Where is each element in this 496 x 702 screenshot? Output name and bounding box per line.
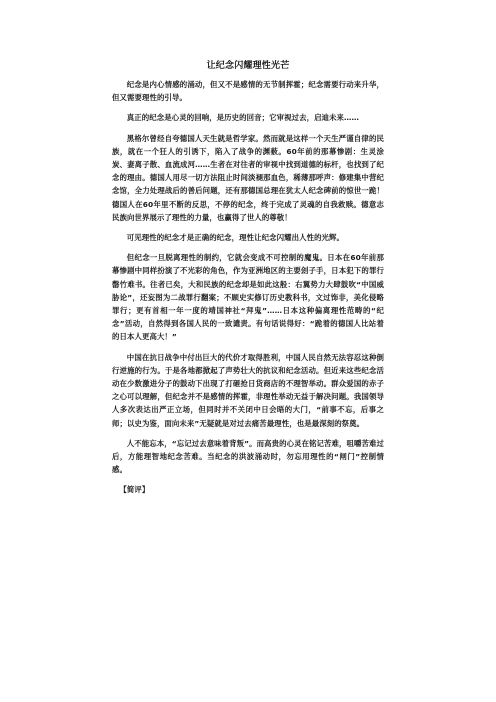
- paragraph-1: 纪念是内心情感的涌动，但又不是感情的无节制挥霍；纪念需要行动来升华，但又需要理性的引导。: [112, 80, 384, 103]
- paragraph-7: 人不能忘本，“忘记过去意味着背叛”。而高贵的心灵在铭记苦难，咀嚼苦难过后，方能理智地纪念苦难。当纪念的洪波涌动时，勿忘用理性的“闸门”控制情感。: [112, 438, 384, 475]
- paragraph-4: 可见理性的纪念才是正确的纪念，理性让纪念闪耀出人性的光辉。: [126, 233, 345, 243]
- brief-review-heading: 【简评】: [119, 485, 150, 495]
- paragraph-6: 中国在抗日战争中付出巨大的代价才取得胜利，中国人民自然无法容忍这种倒行逆施的行为。于是各地都掀起了声势壮大的抗议和纪念活动。但近来这些纪念活动在少数激进分子的鼓动下出现了打砸抢日货商店的不理智举动。群众爱国的赤子之心可以理解，但纪念并不是感情的挥霍，非理性举动无益于解决问题。我国领导人多次表达出严正立场，但同时并不关闭中日会晤的大门，“前事不忘，后事之师；以史为鉴，面向未来”无疑就是对过去痛苦最理性，也是最深刻的祭奠。: [112, 352, 384, 428]
- paragraph-5: 但纪念一旦脱离理性的制约，它就会变成不可控制的魔鬼。日本在60年前那幕惨剧中同样扮演了不光彩的角色，作为亚洲地区的主要刽子手，日本犯下的罪行罄竹难书。往者已矣，大和民族的纪念却是如此这般：右翼势力大肆鼓吹“中国威胁论”，还妄图为二战罪行翻案；不顾史实修订历史教科书，文过饰非，美化侵略罪行；更有首相一年一度的靖国神社“拜鬼”……日本这种偏离理性范畴的“纪念”活动，自然得到各国人民的一致谴责。有句话说得好：“跪着的德国人比站着的日本人更高大！”: [112, 253, 384, 342]
- paragraph-3: 黑格尔曾经自夸德国人天生就是哲学家。然而就是这样一个天生严谨自律的民族，就在一个狂人的引诱下，陷入了战争的渊薮。60年前的那幕惨剧：生灵涂炭、妻离子散、血流成河……生者在对往者的审视中找到道德的标杆，也找到了纪念的理由。德国人用尽一切方法阻止时间淡褪那血色，稀薄那呼声：修建集中营纪念馆，全力处理战后的善后问题，还有那德国总理在犹太人纪念碑前的惊世一跪！德国人在60年里不断的反思，不停的纪念，终于完成了灵魂的自我救赎。德意志民族向世界展示了理性的力量，也赢得了世人的尊敬！: [112, 133, 384, 222]
- paragraph-2: 真正的纪念是心灵的回响，是历史的回音；它审视过去，启迪未来……: [126, 113, 360, 123]
- document-title: 让纪念闪耀理性光芒: [206, 61, 290, 71]
